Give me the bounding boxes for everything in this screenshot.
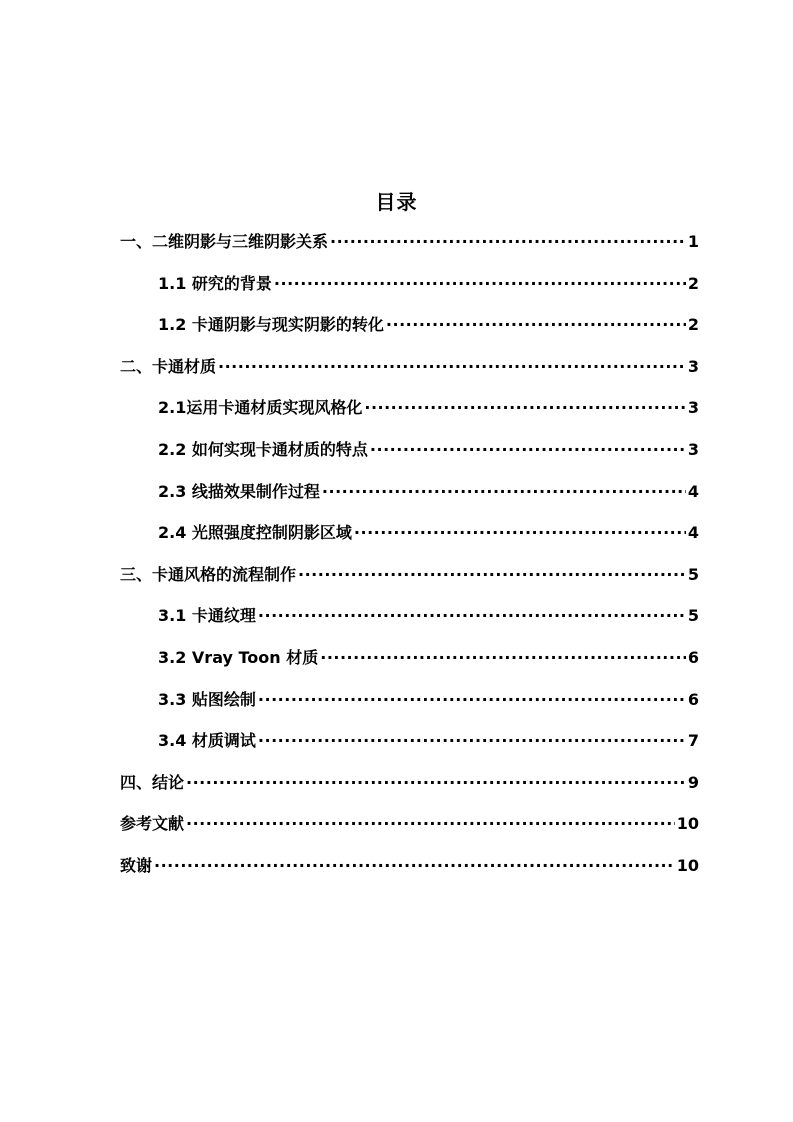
toc-entry[interactable] xyxy=(0,644,793,686)
toc-entry[interactable] xyxy=(0,810,793,852)
toc-entry-text: 四、结论 xyxy=(120,772,185,792)
toc-page-number: 3 xyxy=(687,398,699,418)
toc-entry-text: 2.3 线描效果制作过程 xyxy=(158,481,320,501)
toc-page-number: 10 xyxy=(676,814,699,834)
toc-entry-text: 一、二维阴影与三维阴影关系 xyxy=(120,232,329,251)
toc-dot-leader xyxy=(298,561,686,589)
toc-page-number: 5 xyxy=(687,564,699,584)
toc-entry[interactable] xyxy=(0,852,793,894)
toc-dot-leader xyxy=(274,270,686,298)
toc-entry[interactable] xyxy=(0,602,793,644)
toc-entry[interactable] xyxy=(0,436,793,478)
toc-entry[interactable] xyxy=(0,519,793,561)
toc-page-number: 2 xyxy=(687,273,699,293)
toc-page-number: 2 xyxy=(687,315,699,335)
toc-entry-text: 1.2 卡通阴影与现实阴影的转化 xyxy=(158,315,384,335)
toc-page-number: 3 xyxy=(687,439,699,459)
toc-page-number: 4 xyxy=(687,523,699,543)
toc-title: 目录 xyxy=(375,190,418,214)
toc-entry-text: 3.1 卡通纹理 xyxy=(158,606,256,626)
toc-entry-text: 2.2 如何实现卡通材质的特点 xyxy=(158,439,368,459)
toc-dot-leader xyxy=(370,436,686,464)
toc-entry-text: 参考文献 xyxy=(120,814,185,834)
toc-entry-text: 2.4 光照强度控制阴影区域 xyxy=(158,523,352,543)
toc-entry[interactable] xyxy=(0,353,793,395)
toc-entry-text: 2.1运用卡通材质实现风格化 xyxy=(158,398,363,418)
toc-dot-leader xyxy=(186,810,675,838)
toc-entry[interactable] xyxy=(0,478,793,520)
toc-page-number: 3 xyxy=(687,356,699,376)
toc-dot-leader xyxy=(322,478,686,506)
toc-dot-leader xyxy=(320,644,686,672)
toc-entry[interactable] xyxy=(0,561,793,603)
toc-page-number: 10 xyxy=(676,855,699,875)
toc-page-number: 7 xyxy=(687,731,699,751)
toc-entry[interactable] xyxy=(0,394,793,436)
toc-page-number: 4 xyxy=(687,481,699,501)
toc-entry-text: 3.4 材质调试 xyxy=(158,731,256,751)
toc-dot-leader xyxy=(186,769,686,797)
toc-dot-leader xyxy=(364,394,686,422)
toc-entry[interactable] xyxy=(0,228,793,270)
toc-entry[interactable] xyxy=(0,311,793,353)
toc-dot-leader xyxy=(330,228,686,256)
toc-dot-leader xyxy=(218,353,686,381)
toc-entry-text: 1.1 研究的背景 xyxy=(158,273,272,293)
toc-page-number: 9 xyxy=(687,772,699,792)
toc-page-number: 6 xyxy=(687,689,699,709)
toc-entry-text: 3.3 贴图绘制 xyxy=(158,689,256,709)
toc-page-number: 1 xyxy=(687,232,699,251)
toc-entry-text: 3.2 Vray Toon 材质 xyxy=(158,647,319,667)
toc-entry-text: 致谢 xyxy=(120,855,153,875)
toc-entry[interactable] xyxy=(0,727,793,769)
toc-entry[interactable] xyxy=(0,769,793,811)
toc-dot-leader xyxy=(154,852,675,880)
toc-page-number: 5 xyxy=(687,606,699,626)
toc-entry-text: 二、卡通材质 xyxy=(120,356,217,376)
toc-dot-leader xyxy=(386,311,686,339)
toc-entry[interactable] xyxy=(0,270,793,312)
toc-dot-leader xyxy=(354,519,686,547)
toc-page-number: 6 xyxy=(687,647,699,667)
toc-dot-leader xyxy=(258,727,686,755)
toc-entry-text: 三、卡通风格的流程制作 xyxy=(120,564,297,584)
toc-dot-leader xyxy=(258,686,686,714)
toc-dot-leader xyxy=(258,602,686,630)
toc-entry[interactable] xyxy=(0,686,793,728)
table-of-contents xyxy=(0,228,793,894)
